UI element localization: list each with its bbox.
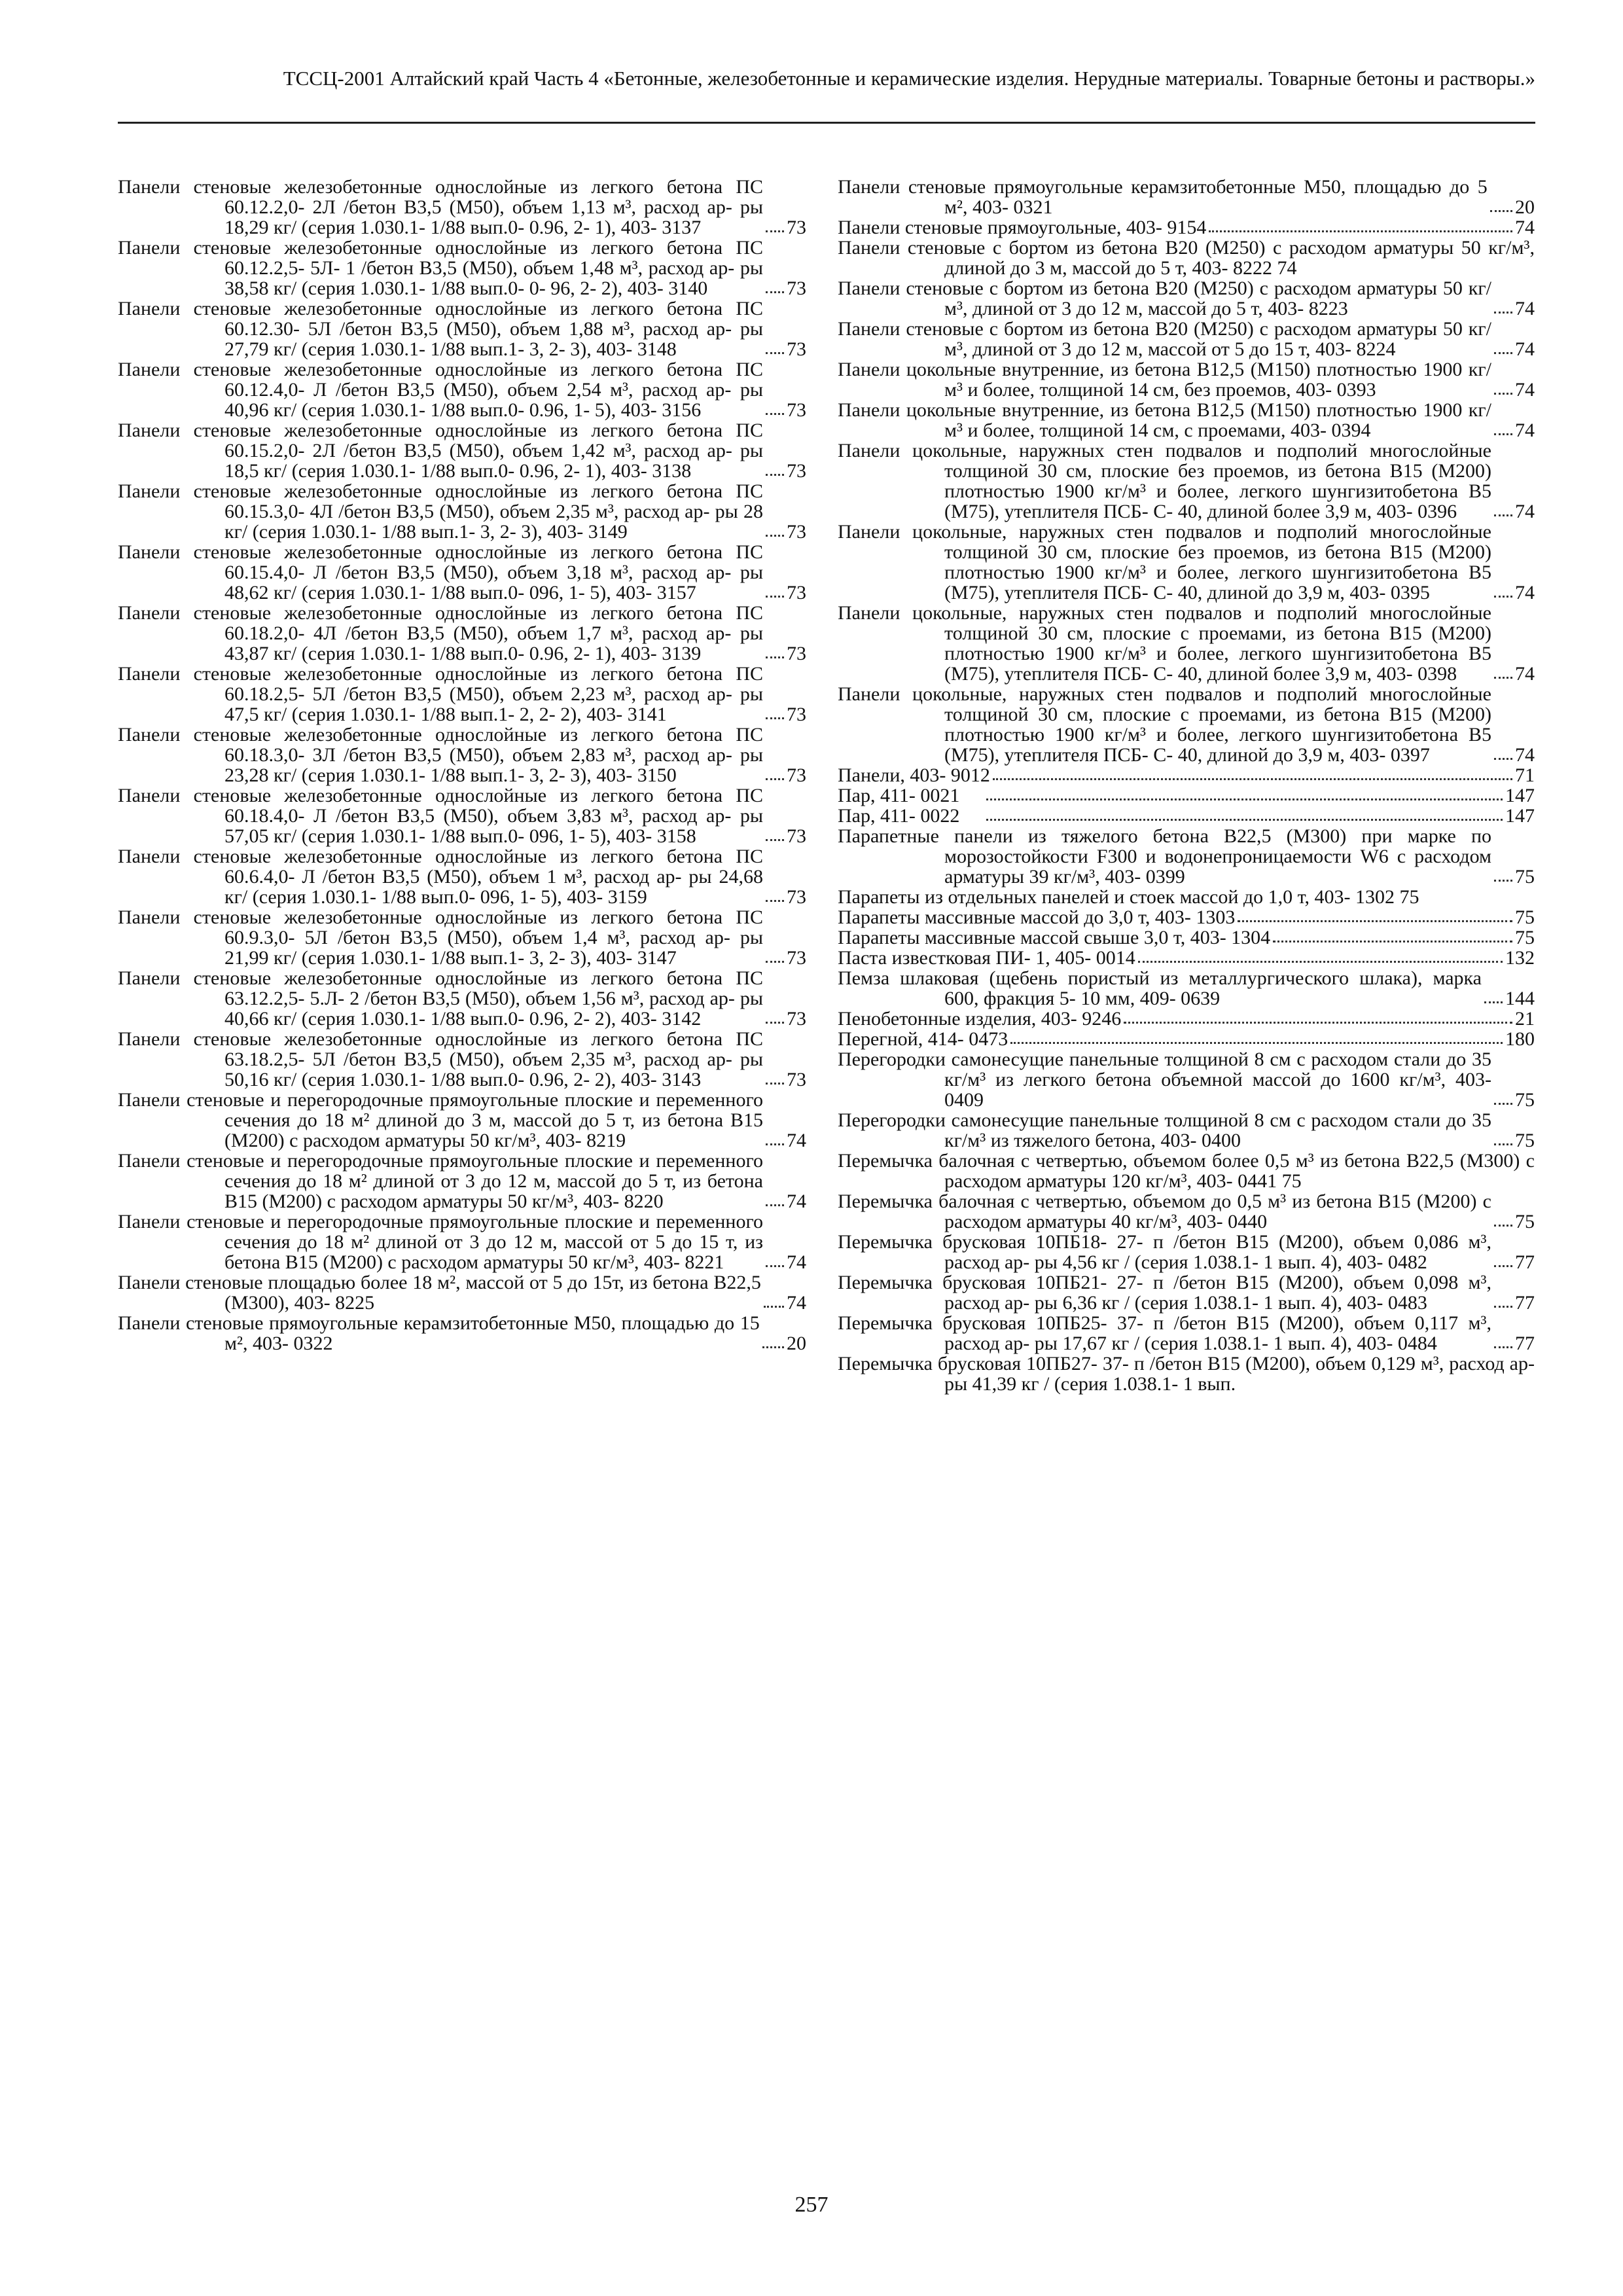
index-entry [838,1009,1535,1029]
index-entry-page: 20 [1515,196,1535,218]
index-entry [118,968,806,1029]
index-entry-page: 132 [1505,947,1535,969]
index-entry-page: 74 [1515,338,1535,360]
dot-leader [1490,210,1512,212]
index-entry-text: Парапеты массивные массой до 3,0 т, 403- 1303 [838,906,1236,928]
dot-leader [766,1083,784,1085]
index-entry [838,603,1535,684]
index-entry-page: 147 [1505,785,1535,806]
dot-leader [1209,230,1512,232]
index-entry [118,420,806,481]
index-entry-page: 73 [787,764,806,786]
index-entry-text: Перемычка брусковая 10ПБ21- 27- п /бетон В15 (М200), объем 0,098 м³, расход ар- ры 6,36 кг / (серия 1.038.1- 1 вып. 4), 403- 0483 [838,1272,1491,1314]
index-entry [118,177,806,238]
index-entry-page: 74 [1515,582,1535,603]
index-entry-page: 73 [787,338,806,360]
index-entry [118,1272,806,1313]
index-entry [838,1354,1535,1394]
dot-leader [766,413,784,415]
index-entry-page: 73 [787,947,806,969]
index-entry-text: Парапеты массивные массой свыше 3,0 т, 403- 1304 [838,927,1271,948]
index-entry-text: Панели стеновые железобетонные однослойные из легкого бетона ПС 60.15.4,0- Л /бетон В3,5 (М50), объем 3,18 м³, расход ар- ры 48,62 кг/ (серия 1.030.1- 1/88 вып.0- 096, 1- 5), 403- 3157 [118,541,763,603]
dot-leader [766,291,784,293]
index-entry-text: Панели стеновые железобетонные однослойные из легкого бетона ПС 60.15.2,0- 2Л /бетон В3,5 (М50), объем 1,42 м³, расход ар- ры 18,5 кг/ (серия 1.030.1- 1/88 вып.0- 0.96, 2- 1), 403- 3138 [118,420,763,482]
dot-leader [1494,352,1512,354]
index-entry-text: Панели стеновые железобетонные однослойные из легкого бетона ПС 63.18.2,5- 5Л /бетон В3,5 (М50), объем 2,35 м³, расход ар- ры 50,16 кг/ (серия 1.030.1- 1/88 вып.0- 0.96, 2- 2), 403- 3143 [118,1028,763,1090]
index-entry-text: Панели стеновые площадью более 18 м², массой от 5 до 15т, из бетона В22,5 (М300), 403- 8225 [118,1272,761,1314]
dot-leader [766,1022,784,1024]
index-column-left [118,177,806,1354]
index-entry-text: Панели стеновые с бортом из бетона В20 (М250) с расходом арматуры 50 кг/м³, длиной до 3 м, массой до 5 т, 403- 8222 74 [838,237,1535,279]
index-entry-page: 73 [787,643,806,664]
page-number: 257 [794,2193,829,2217]
index-entry-page: 144 [1505,988,1535,1009]
dot-leader [766,717,784,719]
index-entry-page: 74 [787,1251,806,1273]
index-entry [838,1272,1535,1313]
index-entry [118,1313,806,1354]
index-entry-text: Панели стеновые и перегородочные прямоугольные плоские и переменного сечения до 18 м² длиной от 3 до 12 м, массой до 5 т, из бетона В15 (М200) с расходом арматуры 50 кг/м³, 403- 8220 [118,1150,763,1212]
dot-leader [766,1265,784,1267]
index-entry-text: Пемза шлаковая (щебень пористый из металлургического шлака), марка 600, фракция 5- 10 мм, 409- 0639 [838,967,1482,1009]
index-entry-text: Панели стеновые железобетонные однослойные из легкого бетона ПС 63.12.2,5- 5.Л- 2 /бетон В3,5 (М50), объем 1,56 м³, расход ар- ры 40,66 кг/ (серия 1.030.1- 1/88 вып.0- 0.96, 2- 2), 403- 3142 [118,967,763,1030]
dot-leader [1124,1022,1512,1024]
index-entry-text: Панели, 403- 9012 [838,764,990,786]
index-entry [838,278,1535,319]
index-entry-page: 74 [1515,663,1535,685]
index-entry [838,806,1535,826]
index-entry [838,1313,1535,1354]
index-entry-text: Панели стеновые железобетонные однослойные из легкого бетона ПС 60.12.2,5- 5Л- 1 /бетон В3,5 (М50), объем 1,48 м³, расход ар- ры 38,58 кг/ (серия 1.030.1- 1/88 вып.0- 0- 96, 2- 2), 403- 3140 [118,237,763,299]
index-entry-text: Панели стеновые железобетонные однослойные из легкого бетона ПС 60.12.4,0- Л /бетон В3,5 (М50), объем 2,54 м³, расход ар- ры 40,96 кг/ (серия 1.030.1- 1/88 вып.0- 0.96, 1- 5), 403- 3156 [118,359,763,421]
index-entry-page: 75 [1515,1130,1535,1151]
dot-leader [1494,758,1512,760]
index-entry-text: Панели стеновые железобетонные однослойные из легкого бетона ПС 60.15.3,0- 4Л /бетон В3,5 (М50), объем 2,35 м³, расход ар- ры 28 кг/ (серия 1.030.1- 1/88 вып.1- 3, 2- 3), 403- 3149 [118,480,763,543]
index-entry-text: Панели цокольные внутренние, из бетона В12,5 (М150) плотностью 1900 кг/м³ и более, толщиной 14 см, с проемами, 403- 0394 [838,399,1491,441]
index-entry-page: 74 [1515,217,1535,238]
dot-leader [986,798,1503,800]
index-entry-page: 75 [1515,1089,1535,1111]
index-entry [838,1110,1535,1151]
index-entry [118,359,806,420]
index-entry [838,238,1535,278]
dot-leader [1494,433,1512,435]
index-entry [118,1211,806,1272]
index-entry-text: Панели стеновые прямоугольные керамзитобетонные М50, площадью до 5 м², 403- 0321 [838,176,1488,218]
index-entry-page: 77 [1515,1292,1535,1314]
index-entry-text: Панели стеновые и перегородочные прямоугольные плоские и переменного сечения до 18 м² длиной от 3 до 12 м, массой от 5 до 15 т, из бетона В15 (М200) с расходом арматуры 50 кг/м³, 403- 8221 [118,1211,763,1273]
dot-leader [766,900,784,902]
dot-leader [1494,514,1512,516]
index-entry [838,1151,1535,1191]
index-entry [838,440,1535,522]
dot-leader [766,352,784,354]
index-entry-text: Панели стеновые прямоугольные керамзитобетонные М50, площадью до 15 м², 403- 0322 [118,1312,760,1354]
dot-leader [993,778,1512,780]
index-entry-text: Панели стеновые железобетонные однослойные из легкого бетона ПС 60.18.4,0- Л /бетон В3,5 (М50), объем 3,83 м³, расход ар- ры 57,05 кг/ (серия 1.030.1- 1/88 вып.0- 096, 1- 5), 403- 3158 [118,785,763,847]
dot-leader [764,1306,784,1308]
index-entry-page: 73 [787,521,806,543]
index-entry-text: Панели стеновые железобетонные однослойные из легкого бетона ПС 60.6.4,0- Л /бетон В3,5 (М50), объем 1 м³, расход ар- ры 24,68 кг/ (серия 1.030.1- 1/88 вып.0- 096, 1- 5), 403- 3159 [118,846,763,908]
dot-leader [1494,677,1512,679]
index-entry-text: Перемычка балочная с четвертью, объемом до 0,5 м³ из бетона В15 (М200) с расходом арматуры 40 кг/м³, 403- 0440 [838,1191,1491,1232]
index-entry-page: 74 [787,1130,806,1151]
index-entry-text: Панели цокольные внутренние, из бетона В12,5 (М150) плотностью 1900 кг/м³ и более, толщиной 14 см, без проемов, 403- 0393 [838,359,1491,401]
index-entry-page: 74 [1515,501,1535,522]
dot-leader [1494,1265,1512,1267]
index-entry [118,542,806,603]
dot-leader [1273,941,1512,942]
index-entry-page: 74 [1515,298,1535,319]
dot-leader [1010,1042,1503,1044]
index-entry-text: Перегной, 414- 0473 [838,1028,1008,1050]
dot-leader [986,819,1503,821]
index-column-right [838,177,1535,1394]
running-header: ТССЦ-2001 Алтайский край Часть 4 «Бетонные, железобетонные и керамические изделия. Нерудные материалы. Товарные бетоны и растворы.» [283,67,1535,90]
index-entry-page: 74 [787,1292,806,1314]
index-entry-text: Панели стеновые железобетонные однослойные из легкого бетона ПС 60.12.2,0- 2Л /бетон В3,5 (М50), объем 1,13 м³, расход ар- ры 18,29 кг/ (серия 1.030.1- 1/88 вып.0- 0.96, 2- 1), 403- 3137 [118,176,763,238]
index-entry-text: Панели цокольные, наружных стен подвалов и подполий многослойные толщиной 30 см, плоские без проемов, из бетона В15 (М200) плотностью 1900 кг/м³ и более, легкого шунгизитобетона В5 (М75), утеплителя ПСБ- С- 40, длиной до 3,9 м, 403- 0395 [838,521,1491,603]
index-entry-text: Перегородки самонесущие панельные толщиной 8 см с расходом стали до 35 кг/м³ из тяжелого бетона, 403- 0400 [838,1109,1491,1151]
index-entry-page: 77 [1515,1251,1535,1273]
index-entry-page: 75 [1515,866,1535,888]
dot-leader [1484,1001,1503,1003]
index-entry [118,1029,806,1090]
index-entry [838,968,1535,1009]
index-entry-page: 180 [1505,1028,1535,1050]
header-rule [118,122,1535,124]
index-entry [118,298,806,359]
index-entry [838,217,1535,238]
index-entry-page: 73 [787,460,806,482]
index-entry-page: 73 [787,278,806,299]
dot-leader [766,1143,784,1145]
index-entry-text: Панели стеновые железобетонные однослойные из легкого бетона ПС 60.18.2,5- 5Л /бетон В3,5 (М50), объем 2,23 м³, расход ар- ры 47,5 кг/ (серия 1.030.1- 1/88 вып.1- 2, 2- 2), 403- 3141 [118,663,763,725]
index-entry-text: Перемычка брусковая 10ПБ18- 27- п /бетон В15 (М200), объем 0,086 м³, расход ар- ры 4,56 кг / (серия 1.038.1- 1 вып. 4), 403- 0482 [838,1231,1491,1273]
index-entry-page: 74 [787,1191,806,1212]
index-entry [838,948,1535,968]
index-entry [118,481,806,542]
dot-leader [766,961,784,963]
index-entry-page: 75 [1515,906,1535,928]
index-entry [838,785,1535,806]
index-entry-text: Перемычка брусковая 10ПБ27- 37- п /бетон В15 (М200), объем 0,129 м³, расход ар- ры 41,39 кг / (серия 1.038.1- 1 вып. [838,1353,1535,1395]
index-entry-page: 147 [1505,805,1535,827]
index-entry [838,927,1535,948]
dot-leader [766,656,784,658]
index-entry-text: Панели стеновые железобетонные однослойные из легкого бетона ПС 60.9.3,0- 5Л /бетон В3,5 (М50), объем 1,4 м³, расход ар- ры 21,99 кг/ (серия 1.030.1- 1/88 вып.1- 3, 2- 3), 403- 3147 [118,906,763,969]
index-entry [838,177,1535,217]
index-entry-text: Паста известковая ПИ- 1, 405- 0014 [838,947,1135,969]
index-entry-text: Пар, 411- 0021 [838,785,960,806]
index-entry [838,319,1535,359]
index-entry-text: Панели стеновые железобетонные однослойные из легкого бетона ПС 60.18.3,0- 3Л /бетон В3,5 (М50), объем 2,83 м³, расход ар- ры 23,28 кг/ (серия 1.030.1- 1/88 вып.1- 3, 2- 3), 403- 3150 [118,724,763,786]
index-entry [118,907,806,968]
index-entry-text: Перемычка брусковая 10ПБ25- 37- п /бетон В15 (М200), объем 0,117 м³, расход ар- ры 17,67 кг / (серия 1.038.1- 1 вып. 4), 403- 0484 [838,1312,1491,1354]
index-entry-text: Панели стеновые и перегородочные прямоугольные плоские и переменного сечения до 18 м² длиной до 3 м, массой до 5 т, из бетона В15 (М200) с расходом арматуры 50 кг/м³, 403- 8219 [118,1089,763,1151]
index-entry-page: 74 [1515,379,1535,401]
dot-leader [1494,393,1512,395]
index-entry-text: Панели стеновые железобетонные однослойные из легкого бетона ПС 60.12.30- 5Л /бетон В3,5 (М50), объем 1,88 м³, расход ар- ры 27,79 кг/ (серия 1.030.1- 1/88 вып.1- 3, 2- 3), 403- 3148 [118,298,763,360]
dot-leader [766,535,784,537]
index-entry-text: Панели стеновые с бортом из бетона В20 (М250) с расходом арматуры 50 кг/м³, длиной от 3 до 12 м, массой от 5 до 15 т, 403- 8224 [838,318,1491,360]
dot-leader [766,230,784,232]
dot-leader [1494,1346,1512,1348]
dot-leader [1494,596,1512,598]
index-entry-page: 75 [1515,927,1535,948]
index-entry-page: 73 [787,825,806,847]
index-entry-text: Панели стеновые прямоугольные, 403- 9154 [838,217,1207,238]
index-entry [838,522,1535,603]
index-entry [838,1049,1535,1110]
index-entry [118,725,806,785]
index-entry-text: Панели цокольные, наружных стен подвалов и подполий многослойные толщиной 30 см, плоские с проемами, из бетона В15 (М200) плотностью 1900 кг/м³ и более, легкого шунгизитобетона В5 (М75), утеплителя ПСБ- С- 40, длиной более 3,9 м, 403- 0398 [838,602,1491,685]
index-entry [838,1029,1535,1049]
index-entry-page: 71 [1515,764,1535,786]
index-entry-page: 73 [787,1069,806,1090]
index-entry-page: 74 [1515,744,1535,766]
index-entry [838,826,1535,887]
dot-leader [766,474,784,476]
index-entry-page: 20 [787,1333,806,1354]
dot-leader [1494,312,1512,314]
index-entry-page: 73 [787,217,806,238]
dot-leader [1238,920,1512,922]
index-entry-text: Панели стеновые с бортом из бетона В20 (М250) с расходом арматуры 50 кг/м³, длиной от 3 до 12 м, массой до 5 т, 403- 8223 [838,278,1491,319]
dot-leader [1494,880,1512,882]
index-entry-page: 73 [787,704,806,725]
index-entry [118,603,806,664]
dot-leader [1494,1143,1512,1145]
dot-leader [766,778,784,780]
dot-leader [766,839,784,841]
index-entry-page: 73 [787,886,806,908]
dot-leader [766,1204,784,1206]
index-entry [118,785,806,846]
index-entry [838,359,1535,400]
index-entry-page: 73 [787,582,806,603]
index-entry [838,684,1535,765]
index-entry-text: Перемычка балочная с четвертью, объемом более 0,5 м³ из бетона В22,5 (М300) с расходом арматуры 120 кг/м³, 403- 0441 75 [838,1150,1535,1192]
index-entry-page: 73 [787,399,806,421]
index-entry [838,1232,1535,1272]
index-entry-page: 73 [787,1008,806,1030]
index-entry [838,765,1535,785]
index-entry-page: 75 [1515,1211,1535,1232]
index-entry-text: Парапетные панели из тяжелого бетона В22,5 (М300) при марке по морозостойкости F300 и водонепроницаемости W6 с расходом арматуры 39 кг/м³, 403- 0399 [838,825,1491,888]
index-entry [118,238,806,298]
index-entry-page: 21 [1515,1008,1535,1030]
index-entry-text: Парапеты из отдельных панелей и стоек массой до 1,0 т, 403- 1302 75 [838,886,1419,908]
index-entry [838,1191,1535,1232]
dot-leader [1494,1306,1512,1308]
index-entry [118,1090,806,1151]
index-entry-text: Панели цокольные, наружных стен подвалов и подполий многослойные толщиной 30 см, плоские без проемов, из бетона В15 (М200) плотностью 1900 кг/м³ и более, легкого шунгизитобетона В5 (М75), утеплителя ПСБ- С- 40, длиной более 3,9 м, 403- 0396 [838,440,1491,522]
index-entry [838,907,1535,927]
dot-leader [762,1346,784,1348]
index-entry-text: Пенобетонные изделия, 403- 9246 [838,1008,1122,1030]
index-entry-text: Перегородки самонесущие панельные толщиной 8 см с расходом стали до 35 кг/м³ из легкого бетона объемной массой до 1600 кг/м³, 403- 0409 [838,1049,1491,1111]
index-entry-text: Панели цокольные, наружных стен подвалов и подполий многослойные толщиной 30 см, плоские с проемами, из бетона В15 (М200) плотностью 1900 кг/м³ и более, легкого шунгизитобетона В5 (М75), утеплителя ПСБ- С- 40, длиной до 3,9 м, 403- 0397 [838,683,1491,766]
index-entry [838,887,1535,907]
index-entry-text: Пар, 411- 0022 [838,805,960,827]
index-entry [118,1151,806,1211]
index-entry-page: 74 [1515,420,1535,441]
index-entry [838,400,1535,440]
index-entry-page: 77 [1515,1333,1535,1354]
index-entry [118,846,806,907]
dot-leader [1494,1225,1512,1227]
index-entry [118,664,806,725]
dot-leader [766,596,784,598]
dot-leader [1494,1103,1512,1105]
dot-leader [1138,961,1503,963]
index-entry-text: Панели стеновые железобетонные однослойные из легкого бетона ПС 60.18.2,0- 4Л /бетон В3,5 (М50), объем 1,7 м³, расход ар- ры 43,87 кг/ (серия 1.030.1- 1/88 вып.0- 0.96, 2- 1), 403- 3139 [118,602,763,664]
